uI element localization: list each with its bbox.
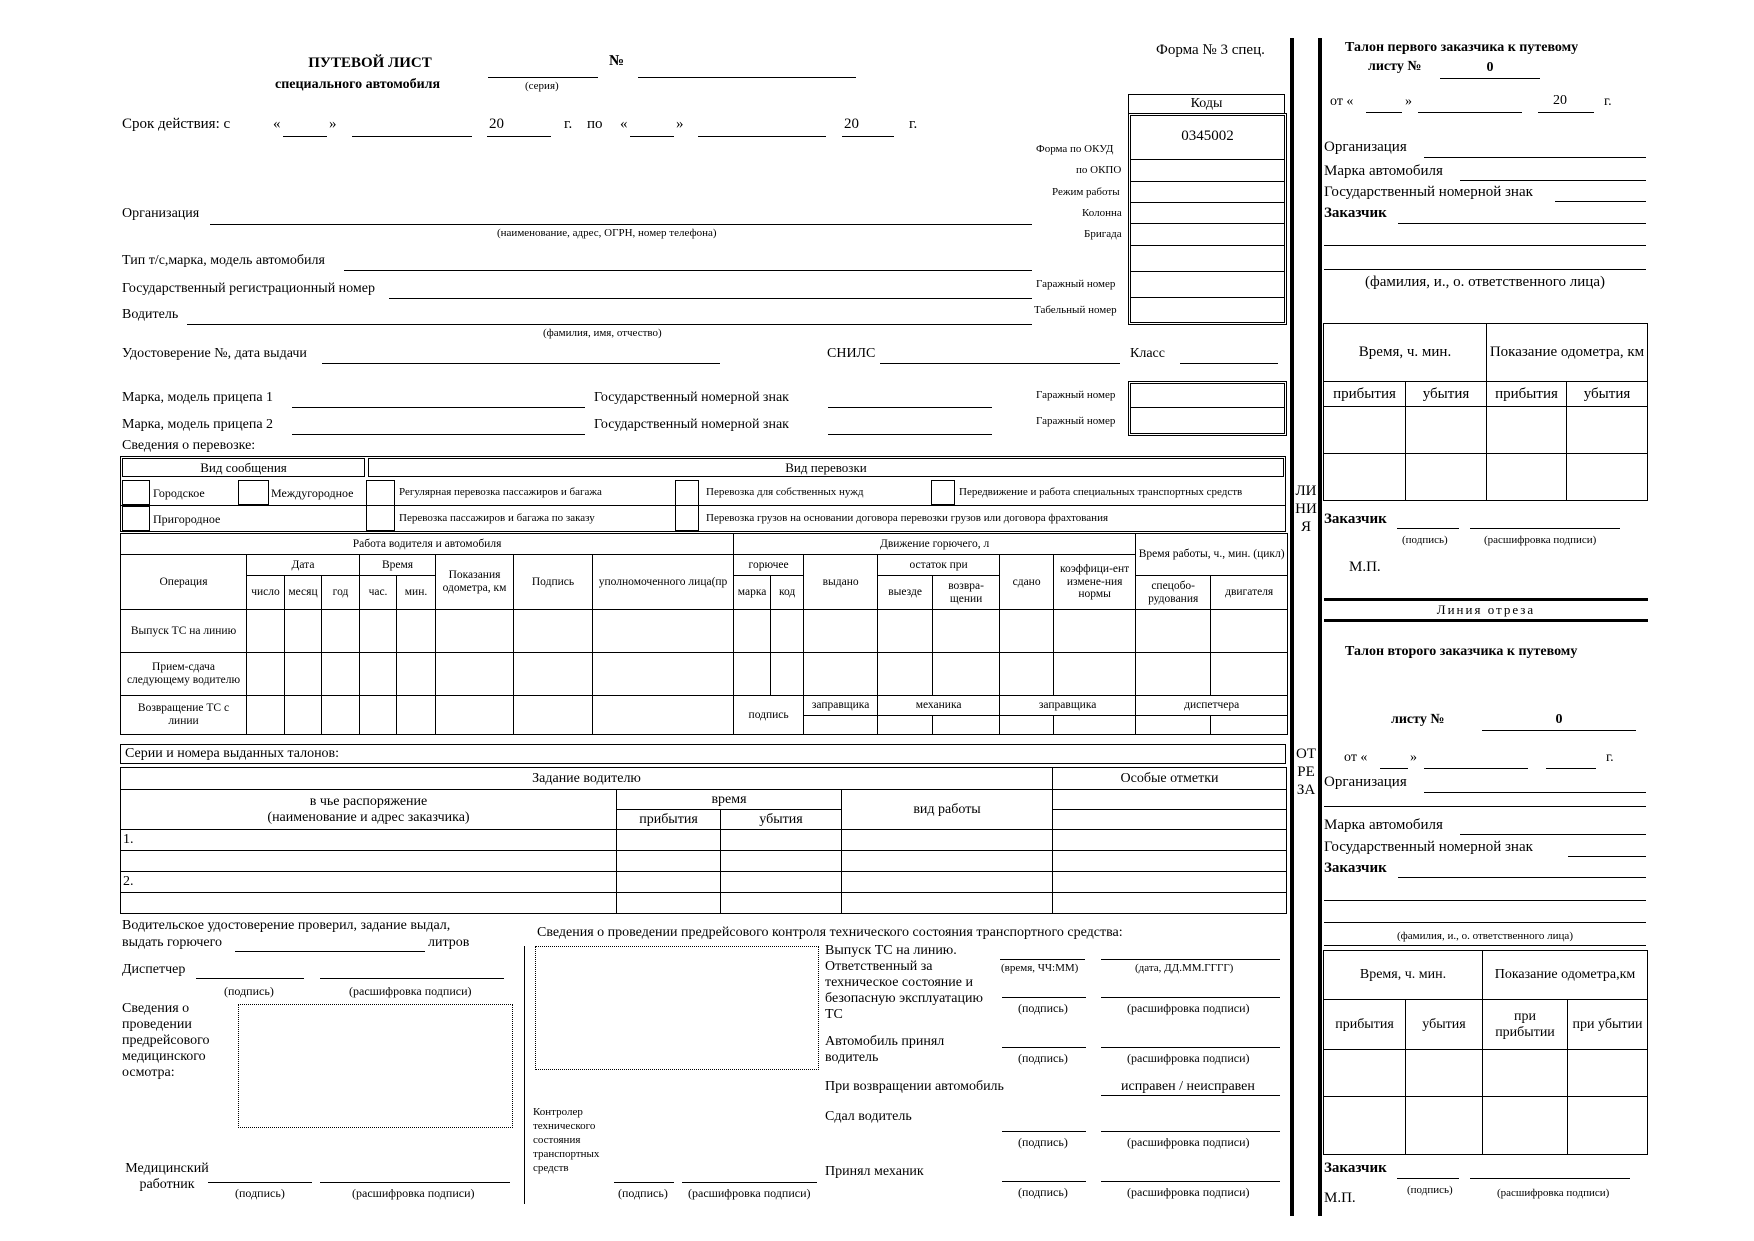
- vehicle-type-label: Тип т/с,марка, модель автомобиля: [122, 253, 325, 268]
- vehicle-type-field[interactable]: [344, 270, 1032, 271]
- cargo-label: Перевозка грузов на основании договора перевозки грузов или договора фрахтования: [706, 512, 1109, 524]
- med-sign-field[interactable]: [208, 1182, 312, 1183]
- series-caption: (серия): [525, 80, 559, 92]
- coupon1-time-header: Время, ч. мин.: [1324, 324, 1487, 382]
- on-return-label: При возвращении автомобиль: [825, 1079, 1004, 1094]
- release-decode-hint: (расшифровка подписи): [1127, 1001, 1250, 1015]
- accepted-driver-decode-hint: (расшифровка подписи): [1127, 1051, 1250, 1065]
- coupon2-time-table: [1323, 950, 1648, 1155]
- med-decode-hint: (расшифровка подписи): [352, 1186, 475, 1200]
- coupon1-mp: М.П.: [1349, 559, 1381, 575]
- table-row: [1324, 1097, 1648, 1155]
- number-sign: №: [609, 53, 625, 69]
- to-label: по: [587, 116, 603, 132]
- cut-hline-bottom: [1324, 619, 1648, 622]
- column-label: Колонна: [1082, 207, 1122, 219]
- coupon2-g: г.: [1606, 750, 1614, 765]
- coupon1-odometer-header: Показание одометра, км: [1487, 324, 1648, 382]
- release-time-field[interactable]: [1000, 959, 1085, 960]
- med-worker-label: Медицинский работник: [125, 1161, 209, 1192]
- reg-number-label: Государственный регистрационный номер: [122, 281, 375, 296]
- coupon2-customer-field-2[interactable]: [1324, 900, 1646, 901]
- fuel-header: горючее: [734, 555, 804, 576]
- tech-stamp-box[interactable]: [535, 946, 819, 1070]
- coupon2-org-field[interactable]: [1424, 792, 1646, 793]
- special-checkbox[interactable]: [931, 480, 955, 505]
- coupon2-title: Талон второго заказчика к путевому: [1345, 644, 1578, 659]
- coupon1-person-hint: (фамилия, и., о. ответственного лица): [1365, 274, 1605, 290]
- dispatcher-decode-field[interactable]: [320, 978, 504, 979]
- transport-info-label: Сведения о перевозке:: [122, 438, 256, 453]
- coupon1-time-table: [1323, 323, 1648, 501]
- coupon2-org-field-2[interactable]: [1324, 806, 1646, 807]
- own-needs-label: Перевозка для собственных нужд: [706, 486, 864, 498]
- validity-label: Срок действия: с: [122, 116, 231, 132]
- organization-label: Организация: [122, 206, 200, 221]
- coupon2-brand-label: Марка автомобиля: [1324, 817, 1443, 833]
- snils-label: СНИЛС: [827, 346, 876, 361]
- controller-sign-hint: (подпись): [618, 1186, 668, 1200]
- year-prefix-2: 20: [844, 116, 859, 132]
- dispatcher-label: Диспетчер: [122, 962, 186, 977]
- driver-label: Водитель: [122, 307, 179, 322]
- release-decode-field[interactable]: [1101, 997, 1280, 998]
- signature-header: Подпись: [514, 555, 593, 610]
- table-row: [121, 830, 1287, 851]
- coupon1-customer-field-2[interactable]: [1324, 245, 1646, 246]
- special-eq-header: спецобо-рудования: [1136, 576, 1211, 610]
- coupon1-decode-hint: (расшифровка подписи): [1484, 534, 1597, 546]
- accepted-mech-sign-field[interactable]: [1002, 1181, 1086, 1182]
- engine-header: двигателя: [1211, 576, 1288, 610]
- medical-stamp-box[interactable]: [238, 1004, 513, 1128]
- controller-decode-field[interactable]: [682, 1182, 817, 1183]
- authorized-header: уполномоченного лица(пр: [593, 555, 734, 610]
- coupon2-odometer-header: Показание одометра,км: [1483, 951, 1648, 1000]
- coupon1-sign-field[interactable]: [1397, 528, 1459, 529]
- time-format-hint: (время, ЧЧ:ММ): [1001, 962, 1079, 974]
- okud-label: Форма по ОКУД: [1036, 143, 1114, 155]
- coupon2-brand-field[interactable]: [1460, 834, 1646, 835]
- year-prefix: 20: [489, 116, 504, 132]
- codes-header: Коды: [1128, 94, 1285, 114]
- coupon2-mp: М.П.: [1324, 1190, 1356, 1206]
- coupon1-sheet-field[interactable]: [1440, 78, 1540, 79]
- trailer1-garage-label: Гаражный номер: [1036, 389, 1116, 401]
- coupon1-sheet-label: листу №: [1368, 59, 1422, 74]
- notes-title: Особые отметки: [1053, 768, 1287, 790]
- disposal-label: в чье распоряжение: [309, 794, 428, 810]
- coupon2-sign-field[interactable]: [1397, 1178, 1459, 1179]
- garage-label: Гаражный номер: [1036, 278, 1116, 290]
- coupon1-title: Талон первого заказчика к путевому: [1345, 40, 1579, 55]
- min-header: мин.: [397, 576, 436, 610]
- coupon2-from: от «: [1344, 750, 1368, 765]
- coupon1-sheet-no[interactable]: 0: [1486, 60, 1494, 75]
- cut-label-line: ЛИНИЯ: [1295, 483, 1317, 535]
- quote-open-2: «: [620, 116, 628, 132]
- trailer2-garage-label: Гаражный номер: [1036, 415, 1116, 427]
- dispatcher-sign-field[interactable]: [196, 978, 304, 979]
- work-table: [120, 533, 1288, 735]
- city-label: Городское: [153, 486, 205, 500]
- coupon1-g: г.: [1604, 94, 1612, 109]
- coupon2-year-field[interactable]: [1546, 768, 1596, 769]
- year-header: год: [322, 576, 360, 610]
- form-label: Форма № 3 спец.: [1156, 42, 1265, 58]
- time-header: Время: [360, 555, 436, 576]
- okpo-label: по ОКПО: [1076, 164, 1122, 176]
- fuel-move-header: Движение горючего, л: [734, 534, 1136, 555]
- worktime-header: Время работы, ч., мин. (цикл): [1136, 534, 1288, 576]
- med-sign-hint: (подпись): [235, 1186, 285, 1200]
- trailer1-field[interactable]: [292, 407, 585, 408]
- fueler-label: заправщика: [804, 696, 878, 716]
- to-month-field[interactable]: [698, 136, 826, 137]
- trailer1-plate-field[interactable]: [828, 407, 992, 408]
- issued-header: выдано: [804, 555, 878, 610]
- accepted-mech-label: Принял механик: [825, 1164, 924, 1179]
- coupon1-customer-field[interactable]: [1398, 223, 1646, 224]
- release-label: Выпуск ТС на линию. Ответственный за техническое состояние и безопасную эксплуатацию ТС: [825, 943, 983, 1022]
- accepted-driver-sign-hint: (подпись): [1018, 1051, 1068, 1065]
- coupon2-sheet-field[interactable]: [1482, 730, 1636, 731]
- kind-transport-header: Вид перевозки: [368, 458, 1284, 477]
- row-handover-label: Прием-сдача следующему водителю: [121, 653, 247, 696]
- city-checkbox[interactable]: [122, 480, 150, 505]
- from-day-field[interactable]: [283, 136, 327, 137]
- handed-driver-decode-hint: (расшифровка подписи): [1127, 1135, 1250, 1149]
- controller-label: Контролер технического состояния транспортных средств: [533, 1106, 600, 1174]
- table-row: [1324, 1050, 1648, 1097]
- coupon2-time-header: Время, ч. мин.: [1324, 951, 1483, 1000]
- remain-header: остаток при: [878, 555, 1000, 576]
- sign-label: подпись: [734, 696, 804, 735]
- coupon1-from: от «: [1330, 94, 1354, 109]
- coupon1-brand-label: Марка автомобиля: [1324, 163, 1443, 179]
- quote-close: »: [329, 116, 337, 132]
- cut-line-right: [1318, 38, 1322, 1216]
- coupon1-org-label: Организация: [1324, 139, 1407, 155]
- year-suffix-2: г.: [909, 116, 918, 132]
- fueler2-label: заправщика: [1000, 696, 1136, 716]
- coupon2-customer-sign-label: Заказчик: [1324, 1160, 1387, 1176]
- coupon1-departure-h2: убытия: [1567, 382, 1648, 407]
- coupon2-decode-field[interactable]: [1470, 1178, 1630, 1179]
- date-format-hint: (дата, ДД.ММ.ГГГГ): [1135, 962, 1234, 974]
- handed-driver-decode-field[interactable]: [1101, 1131, 1280, 1132]
- organization-hint: (наименование, адрес, ОГРН, номер телефона): [497, 227, 717, 239]
- tech-control-label: Сведения о проведении предрейсового контроля технического состояния транспортного средства:: [537, 925, 1123, 940]
- to-day-field[interactable]: [630, 136, 674, 137]
- coupon2-customer-field-3[interactable]: [1324, 922, 1646, 923]
- coupon1-sign-hint: (подпись): [1402, 534, 1448, 546]
- coupon2-day-field[interactable]: [1380, 768, 1408, 769]
- handed-header: сдано: [1000, 555, 1054, 610]
- coupon1-arrival-h2: прибытия: [1487, 382, 1567, 407]
- quote-open: «: [273, 116, 281, 132]
- quote-close-2: »: [676, 116, 684, 132]
- sheet-title: ПУТЕВОЙ ЛИСТ: [308, 55, 432, 71]
- coupon1-plate-field[interactable]: [1555, 201, 1646, 202]
- brand-header: марка: [734, 576, 771, 610]
- dispatcher-decode-hint: (расшифровка подписи): [349, 984, 472, 998]
- table-row: [1324, 407, 1648, 454]
- coupon1-customer-field-3[interactable]: [1324, 269, 1646, 270]
- suburban-checkbox[interactable]: [122, 506, 150, 531]
- day-header: число: [247, 576, 285, 610]
- coupon2-customer-field[interactable]: [1398, 877, 1646, 878]
- release-sign-field[interactable]: [1002, 997, 1086, 998]
- departure-header: убытия: [721, 810, 842, 830]
- row-return-label: Возвращение ТС с линии: [121, 696, 247, 735]
- coupon1-year[interactable]: 20: [1553, 93, 1567, 108]
- coupon1-decode-field[interactable]: [1470, 528, 1620, 529]
- code-header: код: [771, 576, 804, 610]
- table-row: [121, 851, 1287, 872]
- brigade-label: Бригада: [1084, 228, 1122, 240]
- task-table: [120, 767, 1287, 914]
- trailer1-plate-label: Государственный номерной знак: [594, 390, 789, 405]
- dispatcher-sign-hint: (подпись): [224, 984, 274, 998]
- okud-value[interactable]: 0345002: [1181, 128, 1234, 144]
- license-field[interactable]: [322, 363, 720, 364]
- regular-label: Регулярная перевозка пассажиров и багажа: [399, 486, 602, 498]
- coupon2-person-hint: (фамилия, и., о. ответственного лица): [1397, 930, 1573, 942]
- coupon1-brand-field[interactable]: [1460, 180, 1646, 181]
- trailer1-label: Марка, модель прицепа 1: [122, 390, 274, 405]
- cut-line-left: [1290, 38, 1294, 1216]
- mode-label: Режим работы: [1052, 186, 1120, 198]
- odometer-header: Показания одометра, км: [436, 555, 514, 610]
- table-row: [121, 610, 1288, 653]
- reg-number-field[interactable]: [389, 298, 1032, 299]
- kind-msg-header: Вид сообщения: [122, 458, 365, 477]
- coupon2-org-label: Организация: [1324, 774, 1407, 790]
- coupon2-plate-label: Государственный номерной знак: [1324, 839, 1533, 855]
- accepted-mech-decode-hint: (расшифровка подписи): [1127, 1185, 1250, 1199]
- handed-driver-sign-field[interactable]: [1002, 1131, 1086, 1132]
- mechanic-label: механика: [878, 696, 1000, 716]
- coupon1-customer-sign-label: Заказчик: [1324, 511, 1387, 527]
- year-suffix: г.: [564, 116, 573, 132]
- trailer2-field[interactable]: [292, 434, 585, 435]
- driver-hint: (фамилия, имя, отчество): [543, 327, 662, 339]
- coupon1-arrival-h1: прибытия: [1324, 382, 1406, 407]
- cut-hline-top: [1324, 598, 1648, 601]
- status-option[interactable]: исправен / неисправен: [1121, 1079, 1255, 1094]
- trailer2-label: Марка, модель прицепа 2: [122, 417, 274, 432]
- fuel-issue-label: выдать горючего: [122, 935, 222, 950]
- coupon1-month-field[interactable]: [1418, 112, 1522, 113]
- release-sign-hint: (подпись): [1018, 1001, 1068, 1015]
- work-type-header: вид работы: [842, 790, 1053, 830]
- release-date-field[interactable]: [1101, 959, 1280, 960]
- coupon1-year-field[interactable]: [1538, 112, 1594, 113]
- coupon2-month-field[interactable]: [1424, 768, 1528, 769]
- coupon2-sheet-no[interactable]: 0: [1555, 712, 1563, 727]
- return-header: возвра-щении: [933, 576, 1000, 610]
- from-month-field[interactable]: [352, 136, 472, 137]
- month-header: месяц: [285, 576, 322, 610]
- task-n1[interactable]: 1.: [121, 830, 617, 851]
- coupon2-decode-hint: (расшифровка подписи): [1497, 1187, 1610, 1199]
- table-row: [1324, 454, 1648, 501]
- coupon2-close: »: [1410, 750, 1417, 765]
- liters-label: литров: [428, 935, 470, 950]
- series-field[interactable]: [488, 77, 598, 78]
- coupon2-sheet-label: листу №: [1391, 712, 1445, 727]
- coupon1-day-field[interactable]: [1366, 112, 1402, 113]
- coupon1-plate-label: Государственный номерной знак: [1324, 184, 1533, 200]
- date-header: Дата: [247, 555, 360, 576]
- disposal-header: [121, 790, 617, 830]
- license-label: Удостоверение №, дата выдачи: [122, 346, 307, 361]
- handed-driver-label: Сдал водитель: [825, 1109, 912, 1124]
- task-title: Задание водителю: [121, 768, 1053, 790]
- arrival-header: прибытия: [617, 810, 721, 830]
- dispatcher-label: диспетчера: [1136, 696, 1288, 716]
- accepted-driver-decode-field[interactable]: [1101, 1047, 1280, 1048]
- from-year-field[interactable]: [487, 136, 551, 137]
- intercity-label: Междугородное: [271, 486, 354, 500]
- coupon1-departure-h1: убытия: [1406, 382, 1487, 407]
- coupon1-customer-label: Заказчик: [1324, 205, 1387, 221]
- coupon2-plate-field[interactable]: [1568, 856, 1646, 857]
- table-row: [121, 653, 1288, 696]
- medical-label: Сведения о проведении предрейсового медицинского осмотра:: [122, 1001, 210, 1080]
- tab-label: Табельный номер: [1034, 304, 1117, 316]
- coupons-row[interactable]: Серии и номера выданных талонов:: [120, 744, 1286, 764]
- med-decode-field[interactable]: [320, 1182, 510, 1183]
- trailer-garage-box[interactable]: [1128, 381, 1287, 436]
- coupon2-sign-hint: (подпись): [1407, 1184, 1453, 1196]
- coupon1-org-field[interactable]: [1424, 157, 1646, 158]
- suburban-label: Пригородное: [153, 512, 221, 526]
- number-field[interactable]: [638, 77, 856, 78]
- table-row: [121, 696, 1288, 716]
- class-field[interactable]: [1180, 363, 1278, 364]
- controller-sign-field[interactable]: [614, 1182, 674, 1183]
- snils-field[interactable]: [880, 363, 1120, 364]
- order-label: Перевозка пассажиров и багажа по заказу: [399, 512, 595, 524]
- disposal-hint: (наименование и адрес заказчика): [267, 809, 470, 825]
- cut-label-cut: ОТРЕЗА: [1296, 746, 1316, 798]
- sheet-subtitle: специального автомобиля: [275, 77, 441, 92]
- organization-field[interactable]: [210, 224, 1032, 225]
- driver-field[interactable]: [187, 324, 1032, 325]
- accepted-mech-decode-field[interactable]: [1101, 1181, 1280, 1182]
- fuel-liters-field[interactable]: [235, 951, 425, 952]
- coupon2-at-departure-h: при убытии: [1568, 1000, 1648, 1050]
- trailer2-plate-label: Государственный номерной знак: [594, 417, 789, 432]
- intercity-checkbox[interactable]: [238, 480, 269, 505]
- license-checked-label: Водительское удостоверение проверил, задание выдал,: [122, 918, 451, 933]
- coupon1-close: »: [1405, 94, 1412, 109]
- coupon2-customer-label: Заказчик: [1324, 860, 1387, 876]
- coef-header: коэффици-ент измене-ния нормы: [1054, 555, 1136, 610]
- accepted-driver-sign-field[interactable]: [1002, 1047, 1086, 1048]
- table-row: [121, 893, 1287, 914]
- row-release-label: Выпуск ТС на линию: [121, 610, 247, 653]
- cut-label-horizontal: Линия отреза: [1436, 602, 1536, 617]
- coupon2-departure-h: убытия: [1406, 1000, 1483, 1050]
- hour-header: час.: [360, 576, 397, 610]
- operation-header: Операция: [121, 555, 247, 610]
- special-label: Передвижение и работа специальных транспортных средств: [959, 486, 1243, 498]
- coupon2-at-arrival-h: при прибытии: [1483, 1000, 1568, 1050]
- driver-work-header: Работа водителя и автомобиля: [121, 534, 734, 555]
- coupon2-arrival-h: прибытия: [1324, 1000, 1406, 1050]
- class-label: Класс: [1130, 346, 1165, 361]
- task-n2[interactable]: 2.: [121, 872, 617, 893]
- accepted-mech-sign-hint: (подпись): [1018, 1185, 1068, 1199]
- controller-decode-hint: (расшифровка подписи): [688, 1186, 811, 1200]
- trailer2-plate-field[interactable]: [828, 434, 992, 435]
- table-row: [121, 872, 1287, 893]
- to-year-field[interactable]: [842, 136, 894, 137]
- accepted-driver-label: Автомобиль принял водитель: [825, 1034, 945, 1065]
- handed-driver-sign-hint: (подпись): [1018, 1135, 1068, 1149]
- time-header: время: [617, 790, 842, 810]
- departure-header: выезде: [878, 576, 933, 610]
- status-field[interactable]: [1101, 1095, 1280, 1096]
